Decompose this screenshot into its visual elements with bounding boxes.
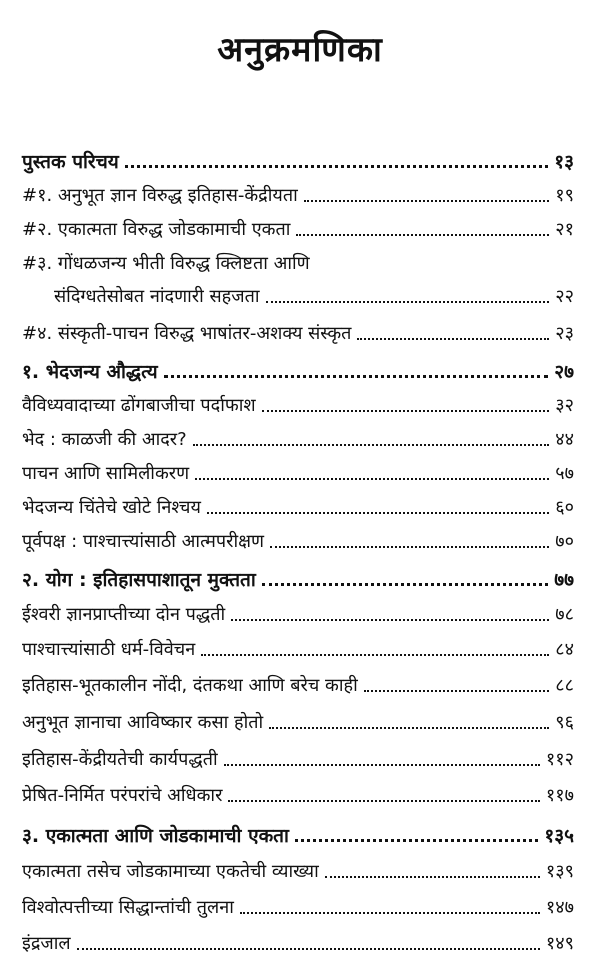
toc-entry-page: १४७ [545, 897, 574, 918]
dot-leader [357, 338, 549, 340]
toc-entry-page: ७० [555, 531, 574, 552]
toc-entry-label: इतिहास-भूतकालीन नोंदी, दंतकथा आणि बरेच काही [22, 675, 358, 696]
dot-leader [201, 654, 549, 656]
toc-entry-page: ७७ [554, 569, 574, 591]
dot-leader [228, 800, 539, 802]
toc-entry-page: ३२ [555, 395, 574, 416]
toc-entry-label: १. भेदजन्य औद्धत्य [22, 361, 158, 383]
toc-entry-label: #४. संस्कृती-पाचन विरुद्ध भाषांतर-अशक्य संस्कृत [22, 323, 352, 344]
toc-entry-label: पाश्चात्त्यांसाठी धर्म-विवेचन [22, 639, 196, 660]
toc-entry [22, 768, 574, 808]
dot-leader [262, 583, 548, 586]
toc-entry-label: ईश्वरी ज्ञानप्राप्तीच्या दोन पद्धती [22, 604, 226, 625]
dot-leader [224, 764, 540, 766]
toc-entry-label: अनुभूत ज्ञानाचा आविष्कार कसा होतो [22, 712, 264, 733]
toc-entry-page: ५७ [555, 463, 574, 484]
dot-leader [240, 912, 540, 914]
toc-entry-page: ८४ [555, 639, 574, 660]
toc-entry-label: भेद : काळजी की आदर? [22, 429, 187, 450]
toc-entry-label: #३. गोंधळजन्य भीती विरुद्ध क्लिष्टता आणि [22, 253, 310, 274]
toc-entry-label: इंद्रजाल [22, 933, 71, 954]
toc-entry [22, 695, 574, 735]
toc-entry-label: ३. एकात्मता आणि जोडकामाची एकता [22, 825, 289, 847]
toc-entry-label: एकात्मता तसेच जोडकामाच्या एकतेची व्याख्या [22, 861, 319, 882]
toc-entry-page: २७ [554, 361, 574, 383]
toc-entry-page: २१ [555, 219, 574, 240]
toc-entry-label: विश्वोत्पत्तीच्या सिद्धान्तांची तुलना [22, 897, 234, 918]
toc-entry [22, 306, 574, 346]
dot-leader [364, 690, 550, 692]
toc-entry-label: #२. एकात्मता विरुद्ध जोडकामाची एकता [22, 219, 291, 240]
dot-leader [295, 839, 538, 842]
dot-leader [266, 301, 550, 303]
toc-entry [22, 587, 574, 627]
toc-entry [22, 622, 574, 662]
toc-entry-page: ४४ [555, 429, 574, 450]
toc-entry-label: इतिहास-केंद्रीयतेची कार्यपद्धती [22, 749, 218, 770]
toc-entry [22, 880, 574, 920]
toc-entry-label: २. योग : इतिहासपाशातून मुक्तता [22, 569, 256, 591]
dot-leader [270, 546, 549, 548]
toc-entry [22, 844, 574, 884]
toc-entry-label: #१. अनुभूत ज्ञान विरुद्ध इतिहास-केंद्रीयता [22, 185, 298, 206]
toc-entry-label: भेदजन्य चिंतेचे खोटे निश्चय [22, 497, 201, 518]
toc-entry [22, 732, 574, 772]
toc-entry-page: १३ [554, 151, 574, 173]
toc-entry-label: प्रेषित-निर्मित परंपरांचे अधिकार [22, 785, 223, 806]
dot-leader [269, 727, 549, 729]
toc-entry-label: पूर्वपक्ष : पाश्चात्त्यांसाठी आत्मपरीक्षण [22, 531, 265, 552]
toc-entry-page: २३ [555, 323, 574, 344]
toc-entry-page: ९६ [555, 712, 574, 733]
toc-entry-page: १४९ [545, 933, 574, 954]
toc-entry-label: वैविध्यवादाच्या ढोंगबाजीचा पर्दाफाश [22, 395, 256, 416]
toc-entry-page: ८८ [555, 675, 574, 696]
toc-entry [22, 514, 574, 554]
toc-entry-page: ११७ [545, 785, 574, 806]
toc-entry [22, 916, 574, 956]
toc-entry-continuation [22, 269, 574, 309]
dot-leader [231, 619, 549, 621]
toc-entry-page: ६० [555, 497, 574, 518]
toc-entry-page: १९ [555, 185, 574, 206]
toc-entry-page: १३५ [544, 825, 574, 847]
toc-entry [22, 658, 574, 698]
dot-leader [325, 876, 540, 878]
toc-entry-page: ७८ [555, 604, 574, 625]
toc-entry-page: २२ [555, 286, 574, 307]
toc-entry-label: संदिग्धतेसोबत नांदणारी सहजता [54, 286, 260, 307]
page-title: अनुक्रमणिका [217, 30, 383, 70]
toc-entry-page: ११२ [545, 749, 574, 770]
toc-entry [22, 808, 574, 848]
toc-entry [22, 552, 574, 592]
dot-leader [77, 948, 540, 950]
toc-entry-label: पाचन आणि सामिलीकरण [22, 463, 190, 484]
toc-entry-label: पुस्तक परिचय [22, 151, 119, 173]
toc-entry-page: १३९ [545, 861, 574, 882]
